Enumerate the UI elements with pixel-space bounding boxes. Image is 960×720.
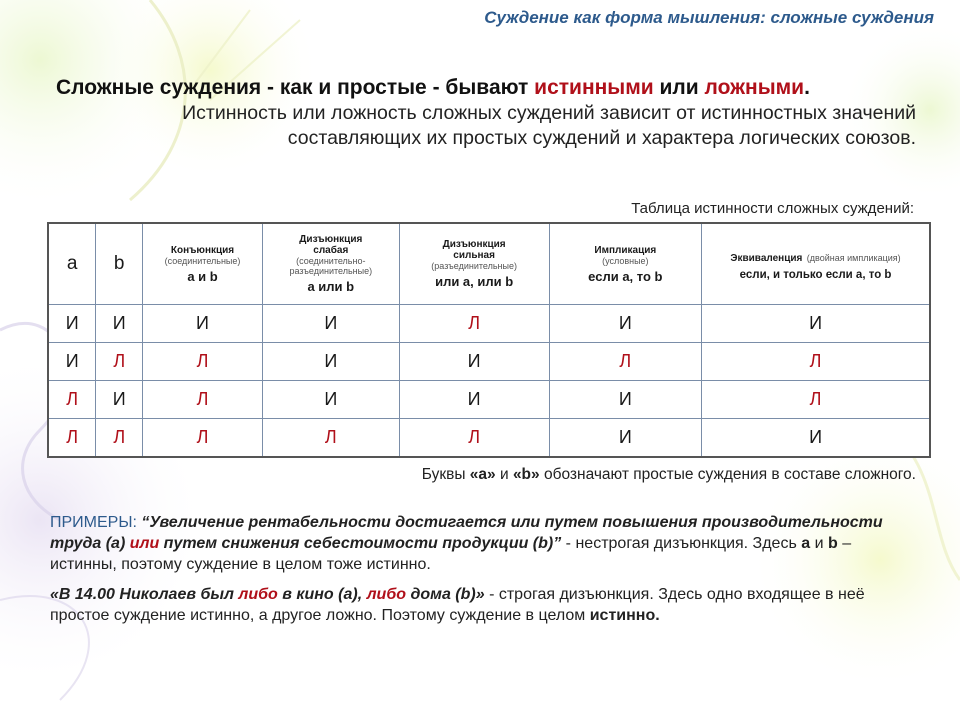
table-cell: Л <box>143 381 263 419</box>
header-strong-disjunction: Дизъюнкция сильная (разъединительные) или а, или b <box>399 223 549 305</box>
table-cell: Л <box>702 381 930 419</box>
table-cell: Л <box>48 419 96 458</box>
table-row <box>48 381 930 419</box>
table-cell: И <box>399 343 549 381</box>
intro-block <box>56 74 916 151</box>
examples-block <box>50 512 912 635</box>
truth-table <box>47 222 931 458</box>
header-implication: Импликация (условные) если а, то b <box>549 223 702 305</box>
truth-table-header-row <box>48 223 930 305</box>
table-cell: И <box>48 305 96 343</box>
table-cell: И <box>262 343 399 381</box>
intro-heading <box>56 74 916 101</box>
intro-heading-text: или <box>653 76 705 99</box>
table-cell: Л <box>399 305 549 343</box>
example-2: «В 14.00 Николаев был либо в кино (а), либо дома (b)» - строгая дизъюнкция. Здесь одно входящее в неё простое суждение истинно, а другое ложно. Поэтому суждение в целом истинно. <box>50 586 865 624</box>
table-cell: Л <box>702 343 930 381</box>
table-cell: Л <box>96 419 143 458</box>
table-cell: Л <box>399 419 549 458</box>
table-caption: Таблица истинности сложных суждений: <box>631 200 914 217</box>
header-var-a: a <box>48 223 96 305</box>
true-word: истинными <box>534 76 654 99</box>
table-cell: И <box>262 305 399 343</box>
truth-table-body <box>48 305 930 458</box>
table-cell: И <box>96 381 143 419</box>
table-cell: Л <box>262 419 399 458</box>
table-cell: И <box>549 419 702 458</box>
table-row <box>48 305 930 343</box>
table-cell: И <box>143 305 263 343</box>
table-cell: Л <box>48 381 96 419</box>
table-cell: И <box>48 343 96 381</box>
table-cell: И <box>262 381 399 419</box>
table-legend: Буквы «а» и «b» обозначают простые суждения в составе сложного. <box>421 466 916 483</box>
table-cell: И <box>702 305 930 343</box>
header-conjunction: Конъюнкция (соединительные) а и b <box>143 223 263 305</box>
table-row <box>48 343 930 381</box>
examples-label: ПРИМЕРЫ: <box>50 514 142 531</box>
intro-body: Истинность или ложность сложных суждений зависит от истинностных значений составляющих их простых суждений и характера логических союзов. <box>182 102 916 149</box>
table-cell: И <box>399 381 549 419</box>
table-cell: Л <box>549 343 702 381</box>
table-cell: Л <box>143 343 263 381</box>
false-word: ложными <box>704 76 805 99</box>
table-row <box>48 419 930 458</box>
header-weak-disjunction: Дизъюнкция слабая (соединительно-разъединительные) а или b <box>262 223 399 305</box>
table-cell: И <box>549 381 702 419</box>
table-cell: Л <box>143 419 263 458</box>
intro-heading-text: Сложные суждения - как и простые - бывают <box>56 76 535 99</box>
table-cell: И <box>702 419 930 458</box>
table-cell: И <box>96 305 143 343</box>
intro-heading-text: . <box>804 76 810 99</box>
table-cell: И <box>549 305 702 343</box>
header-equivalence: Эквиваленция (двойная импликация) если, и только если а, то b <box>702 223 930 305</box>
slide-title: Суждение как форма мышления: сложные суждения <box>484 8 934 27</box>
example-1: ПРИМЕРЫ: “Увеличение рентабельности достигается или путем повышения производительности труда (а) или путем снижения себестоимости продукции (b)” - нестрогая дизъюнкция. Здесь а и b – истинны, поэтому суждение в целом тоже истинно. <box>50 514 883 573</box>
table-cell: Л <box>96 343 143 381</box>
header-var-b: b <box>96 223 143 305</box>
